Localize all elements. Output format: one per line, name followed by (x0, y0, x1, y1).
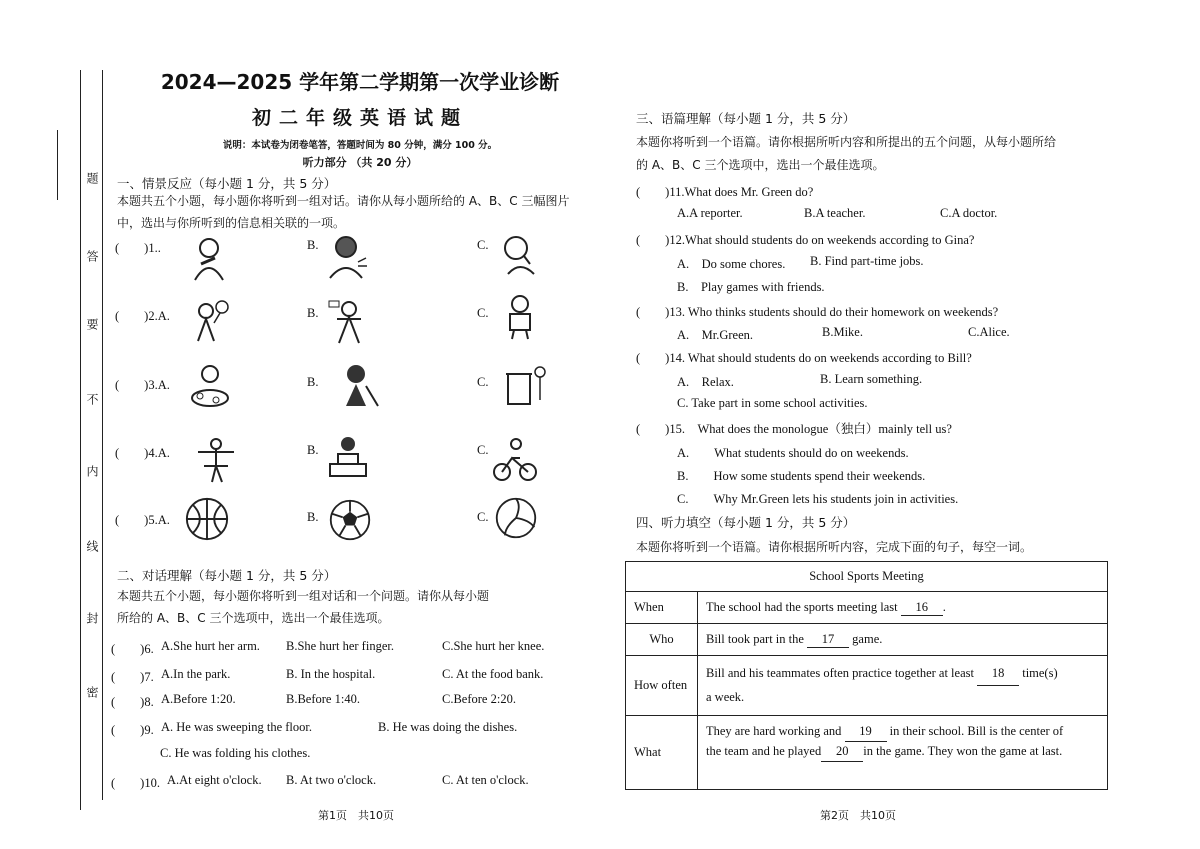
section2-instruction-line: 所给的 A、B、C 三个选项中，选出一个最佳选项。 (117, 611, 390, 625)
question-number: ( )8. (111, 695, 154, 709)
option-b: B. At two o'clock. (286, 773, 377, 787)
exam-title: 2024—2025 学年第二学期第一次学业诊断 (160, 70, 560, 94)
section2-instruction-line: 本题共五个小题，每小题你将听到一组对话和一个问题。请你从每小题 (117, 589, 490, 603)
basketball-picture (184, 496, 230, 542)
row-text: They are hard working and (706, 724, 842, 738)
option-c: C.She hurt her knee. (442, 639, 545, 653)
margin-char: 不 (85, 393, 99, 405)
table-row (626, 716, 1108, 790)
basketball-player-picture (325, 297, 373, 345)
margin-char: 封 (85, 612, 99, 624)
option-c: C. At ten o'clock. (442, 773, 529, 787)
recycling-bin-picture (500, 360, 548, 408)
row-content (698, 656, 1108, 716)
margin-line-outer (80, 70, 81, 810)
row-label: What (626, 716, 698, 790)
option-c-label: C. (477, 375, 489, 389)
row-content (698, 716, 1108, 790)
question-number: ( )9. (111, 723, 154, 737)
coughing-person-picture (322, 232, 370, 280)
option-b-label: B. (307, 375, 319, 389)
question-number: ( )5.A. (115, 513, 170, 527)
girl-with-racket-picture (186, 297, 234, 345)
washing-dishes-picture (186, 362, 234, 410)
row-text: in the game. They won the game at last. (863, 744, 1063, 758)
ballet-dancer-picture (192, 436, 240, 484)
row-text: . (942, 599, 946, 614)
option-a: A. What students should do on weekends. (677, 446, 909, 460)
option-b: B. He was doing the dishes. (378, 720, 518, 734)
row-label: When (626, 592, 698, 624)
option-b-label: B. (307, 510, 319, 524)
answer-blank-16[interactable]: 16 (901, 600, 943, 616)
sick-boy-picture (185, 234, 233, 282)
option-a: A.A reporter. (677, 206, 743, 220)
option-b: B. How some students spend their weekends. (677, 469, 926, 483)
row-text: Bill took part in the (706, 631, 804, 646)
section3-instruction-line: 本题你将听到一个语篇。请你根据所听内容和所提出的五个问题，从每小题所给 (636, 135, 1057, 149)
margin-char: 密 (85, 686, 99, 698)
margin-char: 线 (85, 540, 99, 552)
question-number: ( )7. (111, 670, 154, 684)
answer-blank-17[interactable]: 17 (807, 632, 849, 648)
section2-heading: 二、对话理解（每小题 1 分，共 5 分） (117, 568, 337, 583)
margin-tick (57, 130, 58, 200)
section1-instruction-line: 本题共五个小题，每小题你将听到一组对话。请你从每小题所给的 A、B、C 三幅图片 (117, 194, 570, 208)
row-label: Who (626, 624, 698, 656)
option-c-label: C. (477, 443, 489, 457)
row-content (698, 592, 1108, 624)
option-c: C. Take part in some school activities. (677, 396, 868, 410)
table-row (626, 656, 1108, 716)
option-a: A.In the park. (161, 667, 231, 681)
option-c-label: C. (477, 306, 489, 320)
option-b: B.A teacher. (804, 206, 866, 220)
option-c-label: C. (477, 238, 489, 252)
section4-heading: 四、听力填空（每小题 1 分，共 5 分） (636, 515, 856, 530)
option-a: A. He was sweeping the floor. (161, 720, 313, 734)
margin-char: 答 (85, 250, 99, 262)
page-number-left: 第1页 共10页 (318, 809, 394, 822)
question-stem: ( )13. Who thinks students should do their homework on weekends? (636, 305, 999, 319)
answer-blank-18[interactable]: 18 (977, 662, 1019, 686)
option-b: B.Mike. (822, 325, 863, 339)
option-b: B.Before 1:40. (286, 692, 360, 706)
table-title: School Sports Meeting (626, 562, 1108, 592)
question-stem: ( )12.What should students do on weekends according to Gina? (636, 233, 975, 247)
section1-instruction-line: 中，选出与你所听到的信息相关联的一项。 (117, 216, 346, 230)
sad-girl-picture (494, 230, 542, 278)
option-b: B. Find part-time jobs. (810, 254, 924, 268)
option-b: B.She hurt her finger. (286, 639, 394, 653)
row-text: The school had the sports meeting last (706, 599, 898, 614)
option-c: C. Why Mr.Green lets his students join in activities. (677, 492, 959, 506)
row-text: game. (852, 631, 883, 646)
fill-in-table (625, 561, 1108, 790)
question-number: ( )4.A. (115, 446, 170, 460)
question-number: ( )6. (111, 642, 154, 656)
margin-line-inner (102, 70, 103, 800)
option-c: C.Alice. (968, 325, 1010, 339)
section2-instruction (117, 585, 489, 629)
option-a: A.She hurt her arm. (161, 639, 260, 653)
section1-instruction (117, 190, 569, 234)
row-text: a week. (706, 690, 745, 704)
option-c: C. At the food bank. (442, 667, 544, 681)
option-c: B. Play games with friends. (677, 280, 825, 294)
option-b-label: B. (307, 306, 319, 320)
section4-instruction: 本题你将听到一个语篇。请你根据所听内容，完成下面的句子，每空一词。 (636, 540, 1033, 554)
section3-instruction-line: 的 A、B、C 三个选项中，选出一个最佳选项。 (636, 158, 885, 172)
option-b: B. Learn something. (820, 372, 923, 386)
section3-heading: 三、语篇理解（每小题 1 分，共 5 分） (636, 111, 856, 126)
section1-heading: 一、情景反应（每小题 1 分，共 5 分） (117, 176, 337, 191)
boy-reading-picture (496, 292, 544, 340)
question-stem: ( )11.What does Mr. Green do? (636, 185, 814, 199)
row-text: Bill and his teammates often practice together at least (706, 666, 974, 680)
soccer-ball-picture (328, 498, 372, 542)
row-label: How often (626, 656, 698, 716)
question-number: ( )3.A. (115, 378, 170, 392)
option-a: A. Do some chores. (677, 257, 786, 271)
table-row (626, 624, 1108, 656)
volleyball-picture (494, 496, 538, 540)
option-a: A. Relax. (677, 375, 734, 389)
option-b-label: B. (307, 238, 319, 252)
answer-blank-20[interactable]: 20 (821, 742, 863, 762)
exam-subtitle: 初二年级英语试题 (251, 107, 468, 129)
section3-instruction (636, 131, 1056, 177)
sweeping-girl-picture (336, 362, 384, 410)
question-stem: ( )14. What should students do on weekends according to Bill? (636, 351, 972, 365)
option-a: A. Mr.Green. (677, 328, 754, 342)
row-text: in their school. Bill is the center of (889, 724, 1064, 738)
row-content (698, 624, 1108, 656)
margin-char: 要 (85, 318, 99, 330)
option-a: A.Before 1:20. (161, 692, 236, 706)
margin-char: 题 (85, 172, 99, 184)
girl-at-desk-picture (324, 432, 372, 480)
table-row (626, 592, 1108, 624)
cyclist-picture (490, 434, 538, 482)
listening-header: 听力部分 （共 20 分） (302, 156, 418, 169)
option-b: B. In the hospital. (286, 667, 376, 681)
question-stem: ( )15. What does the monologue（独白）mainly tell us? (636, 422, 952, 436)
row-text: the team and he played (706, 744, 822, 758)
answer-blank-19[interactable]: 19 (845, 722, 887, 742)
option-c-label: C. (477, 510, 489, 524)
question-number: ( )10. (111, 776, 160, 790)
page-number-right: 第2页 共10页 (820, 809, 896, 822)
exam-note: 说明：本试卷为闭卷笔答，答题时间为 80 分钟，满分 100 分。 (222, 140, 498, 151)
row-text: time(s) (1022, 666, 1058, 680)
option-c: C.Before 2:20. (442, 692, 516, 706)
question-number: ( )2.A. (115, 309, 170, 323)
option-c: C. He was folding his clothes. (160, 746, 311, 760)
option-b-label: B. (307, 443, 319, 457)
option-c: C.A doctor. (940, 206, 998, 220)
option-a: A.At eight o'clock. (167, 773, 262, 787)
margin-char: 内 (85, 465, 99, 477)
question-number: ( )1.. (115, 241, 161, 255)
